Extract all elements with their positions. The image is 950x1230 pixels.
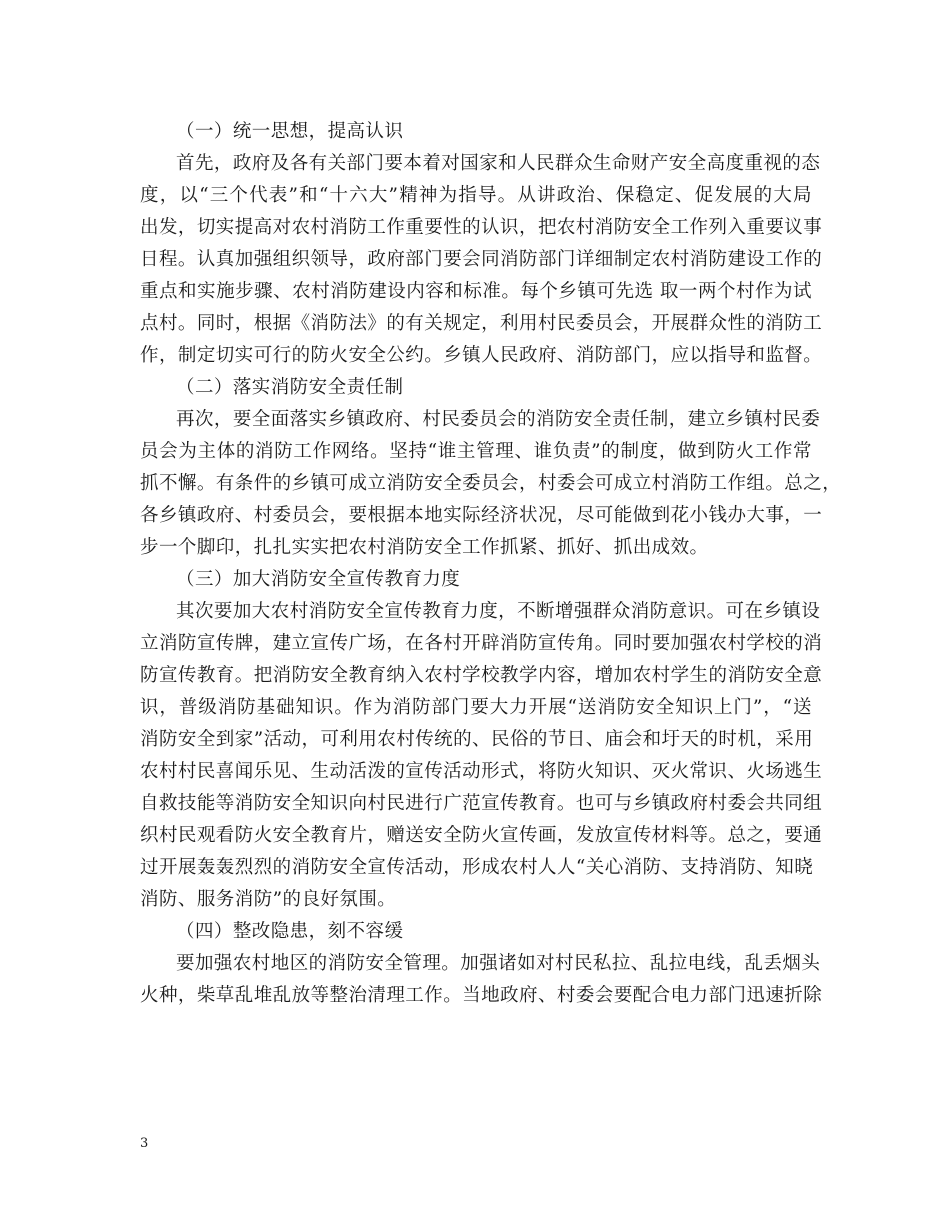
paragraph-line: 自救技能等消防安全知识向村民进行广范宣传教育。也可与乡镇政府村委会共同组	[140, 793, 823, 814]
paragraph-line: 员会为主体的消防工作网络。坚持“谁主管理、谁负责”的制度，做到防火工作常	[140, 441, 812, 462]
paragraph-line: 作，制定切实可行的防火安全公约。乡镇人民政府、消防部门，应以指导和监督。	[140, 345, 823, 366]
paragraph-line: 防宣传教育。把消防安全教育纳入农村学校教学内容，增加农村学生的消防安全意	[140, 665, 823, 686]
paragraph-line: 点村。同时，根据《消防法》的有关规定，利用村民委员会，开展群众性的消防工	[140, 313, 823, 334]
paragraph-line: 火种，柴草乱堆乱放等整治清理工作。当地政府、村委会要配合电力部门迅速折除	[140, 985, 823, 1006]
paragraph-line: 要加强农村地区的消防安全管理。加强诸如对村民私拉、乱拉电线，乱丢烟头	[176, 953, 821, 974]
paragraph-line: 度，以“三个代表”和“十六大”精神为指导。从讲政治、保稳定、促发展的大局	[140, 185, 812, 206]
paragraph-line: 抓不懈。有条件的乡镇可成立消防安全委员会，村委会可成立村消防工作组。总之，	[140, 473, 842, 494]
paragraph-line: 过开展轰轰烈烈的消防安全宣传活动，形成农村人人“关心消防、支持消防、知晓	[140, 857, 814, 878]
page-number: 3	[140, 1136, 149, 1151]
section-heading: （四）整改隐患，刻不容缓	[176, 921, 404, 942]
paragraph-line: 日程。认真加强组织领导，政府部门要会同消防部门详细制定农村消防建设工作的	[140, 249, 823, 270]
paragraph-line: 步一个脚印，扎扎实实把农村消防安全工作抓紧、抓好、抓出成效。	[140, 537, 709, 558]
section-heading: （二）落实消防安全责任制	[176, 377, 404, 398]
paragraph-line: 立消防宣传牌，建立宣传广场，在各村开辟消防宣传角。同时要加强农村学校的消	[140, 633, 823, 654]
paragraph-line: 其次要加大农村消防安全宣传教育力度，不断增强群众消防意识。可在乡镇设	[176, 601, 821, 622]
section-heading: （一）统一思想，提高认识	[176, 121, 404, 142]
paragraph-line: 各乡镇政府、村委员会，要根据本地实际经济状况，尽可能做到花小钱办大事，一	[140, 505, 823, 526]
paragraph-line: 首先，政府及各有关部门要本着对国家和人民群众生命财产安全高度重视的态	[176, 153, 821, 174]
paragraph-line: 消防、服务消防”的良好氛围。	[140, 889, 397, 910]
paragraph-line: 农村村民喜闻乐见、生动活泼的宣传活动形式，将防火知识、灭火常识、火场逃生	[140, 761, 823, 782]
paragraph-line: 出发，切实提高对农村消防工作重要性的认识，把农村消防安全工作列入重要议事	[140, 217, 823, 238]
paragraph-line: 织村民观看防火安全教育片，赠送安全防火宣传画，发放宣传材料等。总之，要通	[140, 825, 823, 846]
paragraph-line: 消防安全到家”活动，可利用农村传统的、民俗的节日、庙会和圩天的时机，采用	[140, 729, 814, 750]
paragraph-line: 重点和实施步骤、农村消防建设内容和标准。每个乡镇可先选 取一两个村作为试	[140, 281, 812, 302]
section-heading: （三）加大消防安全宣传教育力度	[176, 569, 461, 590]
body-text	[140, 116, 842, 1012]
paragraph-line: 再次，要全面落实乡镇政府、村民委员会的消防安全责任制，建立乡镇村民委	[176, 409, 821, 430]
paragraph-line: 识，普级消防基础知识。作为消防部门要大力开展“送消防安全知识上门”，“送	[140, 697, 812, 718]
